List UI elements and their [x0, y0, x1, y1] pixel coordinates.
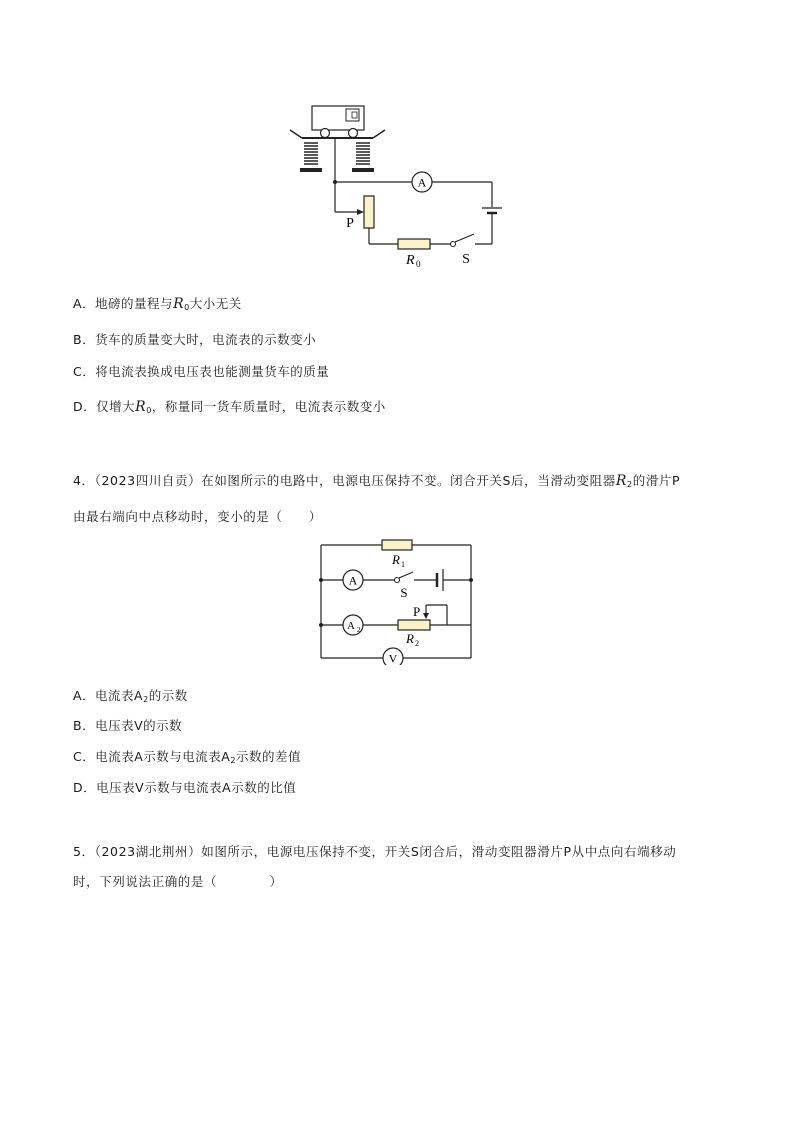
q4-stem-line2: 由最右端向中点移动时，变小的是（ ） — [73, 509, 322, 524]
r2-label: R — [406, 631, 414, 646]
ammeter-a-label: A — [348, 573, 358, 588]
a2-subscript: 2 — [230, 756, 236, 765]
ammeter-a2-subscript: 2 — [357, 626, 361, 634]
q3-option-c: C．将电流表换成电压表也能测量货车的质量 — [73, 364, 330, 379]
voltmeter-v-label: V — [388, 651, 398, 665]
q5-stem-line2: 时，下列说法正确的是（ ） — [73, 874, 283, 889]
q3-option-d-suffix: ，称量同一货车质量时，电流表示数变小 — [151, 399, 386, 414]
r0-subscript: 0 — [416, 259, 421, 269]
q4-stem-line1 — [73, 471, 680, 489]
r1-subscript: 1 — [401, 560, 405, 569]
r0-symbol: R — [135, 399, 147, 415]
q4-option-a — [73, 686, 188, 704]
q3-option-d-text: D．仅增大 — [73, 399, 136, 414]
ammeter-label: A — [417, 175, 427, 190]
q3-option-b: B．货车的质量变大时，电流表的示数变小 — [73, 332, 317, 347]
ammeter-a2-label: A — [347, 620, 355, 632]
q4-option-c-text: C．电流表A示数与电流表A — [73, 749, 231, 764]
q4-option-d: D．电压表V示数与电流表A示数的比值 — [73, 780, 297, 795]
q4-option-c-suffix: 示数的差值 — [235, 749, 301, 764]
q3-option-a — [73, 294, 242, 312]
parallel-circuit-diagram — [310, 535, 485, 665]
r0-label: R — [406, 253, 415, 268]
switch-s-label: S — [462, 252, 470, 267]
slider-p-label: P — [346, 216, 354, 231]
q4-stem-suffix: 的滑片P — [632, 473, 681, 488]
r2-symbol: R — [615, 473, 628, 489]
r0-subscript: 0 — [184, 303, 190, 312]
q3-option-d — [73, 397, 386, 415]
a2-subscript: 2 — [143, 695, 149, 704]
r0-symbol: R — [173, 296, 185, 312]
weighbridge-circuit-diagram — [280, 100, 510, 275]
q4-option-a-suffix: 的示数 — [148, 688, 188, 703]
r0-subscript: 0 — [146, 406, 152, 415]
slider-p-label: P — [413, 604, 421, 619]
r1-label: R — [392, 552, 400, 567]
q3-option-a-suffix: 大小无关 — [189, 296, 242, 311]
q4-stem-text: 4．（2023四川自贡）在如图所示的电路中，电源电压保持不变。闭合开关S后，当滑动变阻器 — [73, 473, 616, 488]
q5-stem-line1: 5．（2023湖北荆州）如图所示，电源电压保持不变，开关S闭合后，滑动变阻器滑片P从中点向右端移动 — [73, 844, 677, 859]
q3-option-a-text: A．地磅的量程与 — [73, 296, 174, 311]
switch-s-label: S — [400, 585, 408, 600]
q4-option-c — [73, 747, 301, 765]
q4-option-b: B．电压表V的示数 — [73, 718, 183, 733]
q4-option-a-text: A．电流表A — [73, 688, 144, 703]
r2-subscript: 2 — [415, 639, 419, 648]
r2-subscript: 2 — [627, 480, 633, 489]
